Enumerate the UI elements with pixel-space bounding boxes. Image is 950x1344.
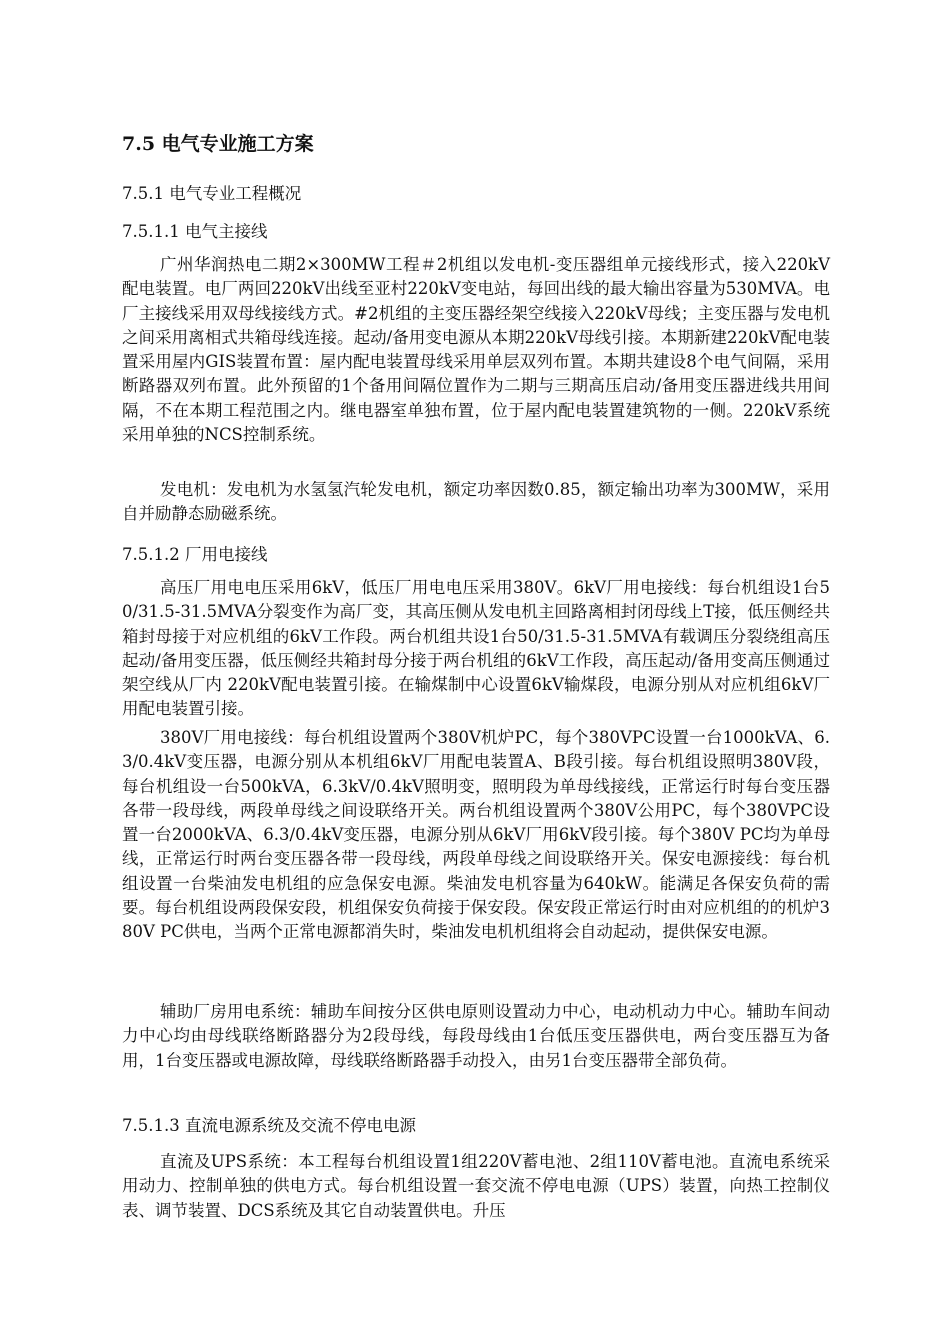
paragraph-aux-hv: 高压厂用电电压采用6kV，低压厂用电电压采用380V。6kV厂用电接线：每台机组设1台50/31.5-31.5MVA分裂变作为高厂变，其高压侧从发电机主回路离相封闭母线上T接，低压侧经共箱封母接于对应机组的6kV工作段。两台机组共设1台50/31.5-31.5MVA有载调压分裂绕组高压起动/备用变压器，低压侧经共箱封母分接于两台机组的6kV工作段，高压起动/备用变高压侧通过架空线从厂内 220kV配电装置引接。在输煤制中心设置6kV输煤段，电源分别从对应机组6kV厂用配电装置引接。 xyxy=(122,578,830,719)
section-heading-7-5-1: 7.5.1 电气专业工程概况 xyxy=(122,184,302,203)
document-page xyxy=(122,0,832,1344)
chapter-title: 7.5 电气专业施工方案 xyxy=(122,133,314,155)
paragraph-aux-building: 辅助厂房用电系统：辅助车间按分区供电原则设置动力中心，电动机动力中心。辅助车间动力中心均由母线联络断路器分为2段母线，每段母线由1台低压变压器供电，两台变压器互为备用，1台变压器或电源故障，母线联络断路器手动投入，由另1台变压器带全部负荷。 xyxy=(122,1002,830,1070)
section-heading-7-5-1-1: 7.5.1.1 电气主接线 xyxy=(122,222,268,241)
section-heading-7-5-1-2: 7.5.1.2 厂用电接线 xyxy=(122,545,268,564)
paragraph-generator: 发电机：发电机为水氢氢汽轮发电机，额定功率因数0.85，额定输出功率为300MW，采用自并励静态励磁系统。 xyxy=(122,480,830,524)
paragraph-main-wiring: 广州华润热电二期2×300MW工程＃2机组以发电机-变压器组单元接线形式，接入220kV配电装置。电厂两回220kV出线至亚村220kV变电站，每回出线的最大输出容量为530MVA。电厂主接线采用双母线接线方式。#2机组的主变压器经架空线接入220kV母线；主变压器与发电机之间采用离相式共箱母线连接。起动/备用变电源从本期220kV母线引接。本期新建220kV配电装置采用屋内GIS装置布置：屋内配电装置母线采用单层双列布置。本期共建设8个电气间隔，采用断路器双列布置。此外预留的1个备用间隔位置作为二期与三期高压启动/备用变压器进线共用间隔，不在本期工程范围之内。继电器室单独布置，位于屋内配电装置建筑物的一侧。220kV系统采用单独的NCS控制系统。 xyxy=(122,255,830,445)
section-heading-7-5-1-3: 7.5.1.3 直流电源系统及交流不停电电源 xyxy=(122,1116,416,1135)
paragraph-dc-ups: 直流及UPS系统：本工程每台机组设置1组220V蓄电池、2组110V蓄电池。直流电系统采用动力、控制单独的供电方式。每台机组设置一套交流不停电电源（UPS）装置，向热工控制仪表、调节装置、DCS系统及其它自动装置供电。升压 xyxy=(122,1152,830,1220)
paragraph-aux-380v: 380V厂用电接线：每台机组设置两个380V机炉PC，每个380VPC设置一台1000kVA、6.3/0.4kV变压器，电源分别从本机组6kV厂用配电装置A、B段引接。每台机组设照明380V段，每台机组设一台500kVA，6.3kV/0.4kV照明变，照明段为单母线接线，正常运行时每台变压器各带一段母线，两段单母线之间设联络开关。两台机组设置两个380V公用PC，每个380VPC设置一台2000kVA、6.3/0.4kV变压器，电源分别从6kV厂用6kV段引接。每个380V PC均为单母线，正常运行时两台变压器各带一段母线，两段单母线之间设联络开关。保安电源接线：每台机组设置一台柴油发电机组的应急保安电源。柴油发电机容量为640kW。能满足各保安负荷的需要。每台机组设两段保安段，机组保安负荷接于保安段。保安段正常运行时由对应机组的的机炉380V PC供电，当两个正常电源都消失时，柴油发电机机组将会自动起动，提供保安电源。 xyxy=(122,728,830,942)
